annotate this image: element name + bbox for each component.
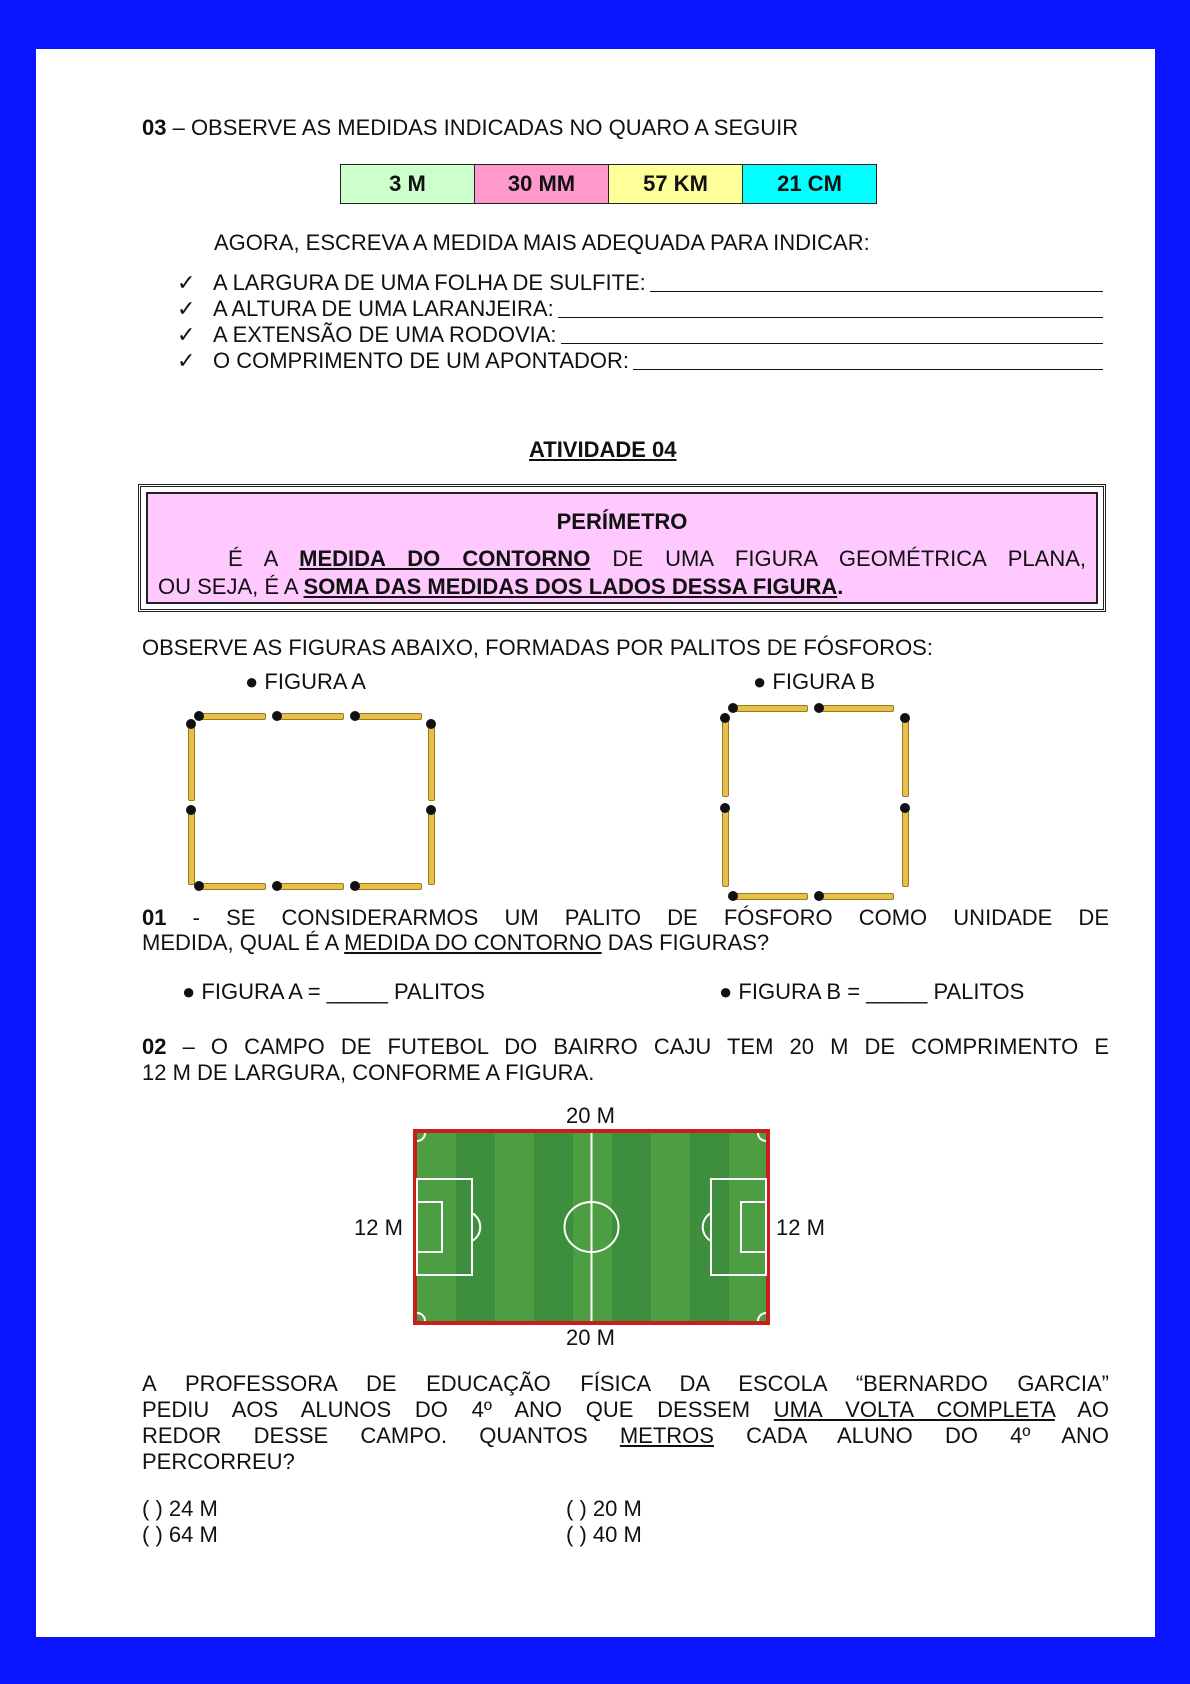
matchstick [196, 883, 266, 890]
figure-b-matchsticks [692, 697, 912, 907]
match-head [350, 711, 360, 721]
option-24m[interactable]: ( ) 24 M [142, 1496, 218, 1521]
measures-table [340, 164, 877, 204]
checklist-item [177, 270, 1103, 296]
check-icon: ✓ [177, 270, 196, 295]
check-icon: ✓ [177, 322, 196, 347]
q03-text: – OBSERVE AS MEDIDAS INDICADAS NO QUARO A SEGUIR [166, 115, 799, 140]
matchstick [352, 883, 422, 890]
measure-cell-2: 57 KM [609, 165, 743, 204]
option-20m[interactable]: ( ) 20 M [566, 1496, 642, 1521]
matchstick [902, 715, 909, 797]
match-head [720, 713, 730, 723]
check-icon: ✓ [177, 348, 196, 373]
definition-highlight: MEDIDA DO CONTORNO [299, 546, 591, 571]
matchstick [274, 883, 344, 890]
match-head [900, 803, 910, 813]
q01-answer-a: ● FIGURA A = _____ PALITOS [182, 979, 485, 1004]
q01-answer-b: ● FIGURA B = _____ PALITOS [719, 979, 1025, 1004]
q01-text: DAS FIGURAS? [601, 930, 770, 955]
q01-text: - SE CONSIDERARMOS UM PALITO DE FÓSFORO COMO UNIDADE DE [166, 905, 1109, 930]
matchstick [352, 713, 422, 720]
q02-paragraph-line-1: A PROFESSORA DE EDUCAÇÃO FÍSICA DA ESCOLA “BERNARDO GARCIA” [142, 1371, 1109, 1396]
field-left-label: 12 M [354, 1215, 403, 1240]
checklist-item [177, 348, 1103, 374]
match-head [186, 719, 196, 729]
definition-highlight: SOMA DAS MEDIDAS DOS LADOS DESSA FIGURA [303, 574, 838, 599]
matchstick [730, 705, 808, 712]
definition-text: É A [228, 546, 300, 571]
match-head [272, 711, 282, 721]
matchstick [816, 893, 894, 900]
checklist-item [177, 296, 1103, 322]
definition-box [138, 484, 1106, 612]
definition-text: . [837, 574, 844, 599]
definition-text: OU SEJA, É A [158, 574, 304, 599]
matchstick [428, 807, 435, 885]
checklist-item-label: O COMPRIMENTO DE UM APONTADOR: [213, 348, 629, 373]
q01-line-2 [142, 930, 769, 956]
q01-line-1 [142, 905, 1109, 931]
q03-instruction: AGORA, ESCREVA A MEDIDA MAIS ADEQUADA PARA INDICAR: [214, 230, 870, 255]
q02-paragraph-line-3 [142, 1423, 1109, 1449]
option-64m[interactable]: ( ) 64 M [142, 1522, 218, 1547]
q02-paragraph-line-4: PERCORREU? [142, 1449, 295, 1474]
q02-text: – O CAMPO DE FUTEBOL DO BAIRRO CAJU TEM 20 M DE COMPRIMENTO E [166, 1034, 1109, 1059]
match-head [814, 703, 824, 713]
match-head [272, 881, 282, 891]
q02-text: CADA ALUNO DO 4º ANO [713, 1423, 1109, 1448]
matchstick [428, 721, 435, 801]
answer-blank[interactable] [558, 296, 1103, 318]
figure-b-label: ● FIGURA B [753, 669, 876, 694]
match-head [728, 891, 738, 901]
matchstick [730, 893, 808, 900]
matchstick [188, 807, 195, 885]
checklist-item-label: A ALTURA DE UMA LARANJEIRA: [213, 296, 554, 321]
q02-paragraph-line-2 [142, 1397, 1109, 1423]
checklist-item-label: A LARGURA DE UMA FOLHA DE SULFITE: [213, 270, 646, 295]
q02-underlined: UMA VOLTA COMPLETA [773, 1397, 1055, 1422]
matchstick [902, 805, 909, 887]
q02-text: REDOR DESSE CAMPO. QUANTOS [142, 1423, 620, 1448]
matchstick [274, 713, 344, 720]
measure-cell-3: 21 CM [743, 165, 877, 204]
figure-a-label: ● FIGURA A [245, 669, 366, 694]
q03-number: 03 [142, 115, 167, 140]
match-head [350, 881, 360, 891]
option-40m[interactable]: ( ) 40 M [566, 1522, 642, 1547]
definition-box-inner [146, 492, 1098, 604]
checklist-item-label: A EXTENSÃO DE UMA RODOVIA: [213, 322, 557, 347]
match-head [194, 881, 204, 891]
match-head [426, 805, 436, 815]
q02-line-1 [142, 1034, 1109, 1060]
matchstick [722, 715, 729, 797]
q03-checklist [177, 270, 1103, 374]
matchstick [188, 721, 195, 801]
q01-underlined: MEDIDA DO CONTORNO [344, 930, 602, 955]
matchstick [722, 805, 729, 887]
answer-blank[interactable] [633, 348, 1103, 370]
definition-line-2 [158, 574, 843, 600]
definition-text: DE UMA FIGURA GEOMÉTRICA PLANA, [590, 546, 1086, 571]
field-bottom-label: 20 M [566, 1325, 615, 1350]
measure-cell-1: 30 MM [475, 165, 609, 204]
matchstick [196, 713, 266, 720]
match-head [194, 711, 204, 721]
field-right-label: 12 M [776, 1215, 825, 1240]
matchstick [816, 705, 894, 712]
definition-line-1 [228, 546, 1086, 572]
measure-cell-0: 3 M [341, 165, 475, 204]
q01-number: 01 [142, 905, 167, 930]
observe-text: OBSERVE AS FIGURAS ABAIXO, FORMADAS POR PALITOS DE FÓSFOROS: [142, 635, 933, 660]
match-head [426, 719, 436, 729]
soccer-field [413, 1129, 770, 1325]
match-head [186, 805, 196, 815]
checklist-item [177, 322, 1103, 348]
q02-text: PEDIU AOS ALUNOS DO 4º ANO QUE DESSEM [142, 1397, 774, 1422]
match-head [728, 703, 738, 713]
figure-a-matchsticks [146, 703, 466, 895]
match-head [720, 803, 730, 813]
answer-blank[interactable] [561, 322, 1103, 344]
match-head [814, 891, 824, 901]
field-top-label: 20 M [566, 1103, 615, 1128]
q02-number: 02 [142, 1034, 167, 1059]
definition-title: PERÍMETRO [556, 509, 688, 534]
q02-text: AO [1054, 1397, 1110, 1422]
q03-heading [142, 115, 798, 141]
activity-title: ATIVIDADE 04 [529, 437, 677, 462]
q01-text: MEDIDA, QUAL É A [142, 930, 345, 955]
q02-line-2: 12 M DE LARGURA, CONFORME A FIGURA. [142, 1060, 595, 1085]
check-icon: ✓ [177, 296, 196, 321]
match-head [900, 713, 910, 723]
q02-underlined: METROS [619, 1423, 714, 1448]
worksheet-page [36, 49, 1155, 1637]
answer-blank[interactable] [650, 270, 1103, 292]
